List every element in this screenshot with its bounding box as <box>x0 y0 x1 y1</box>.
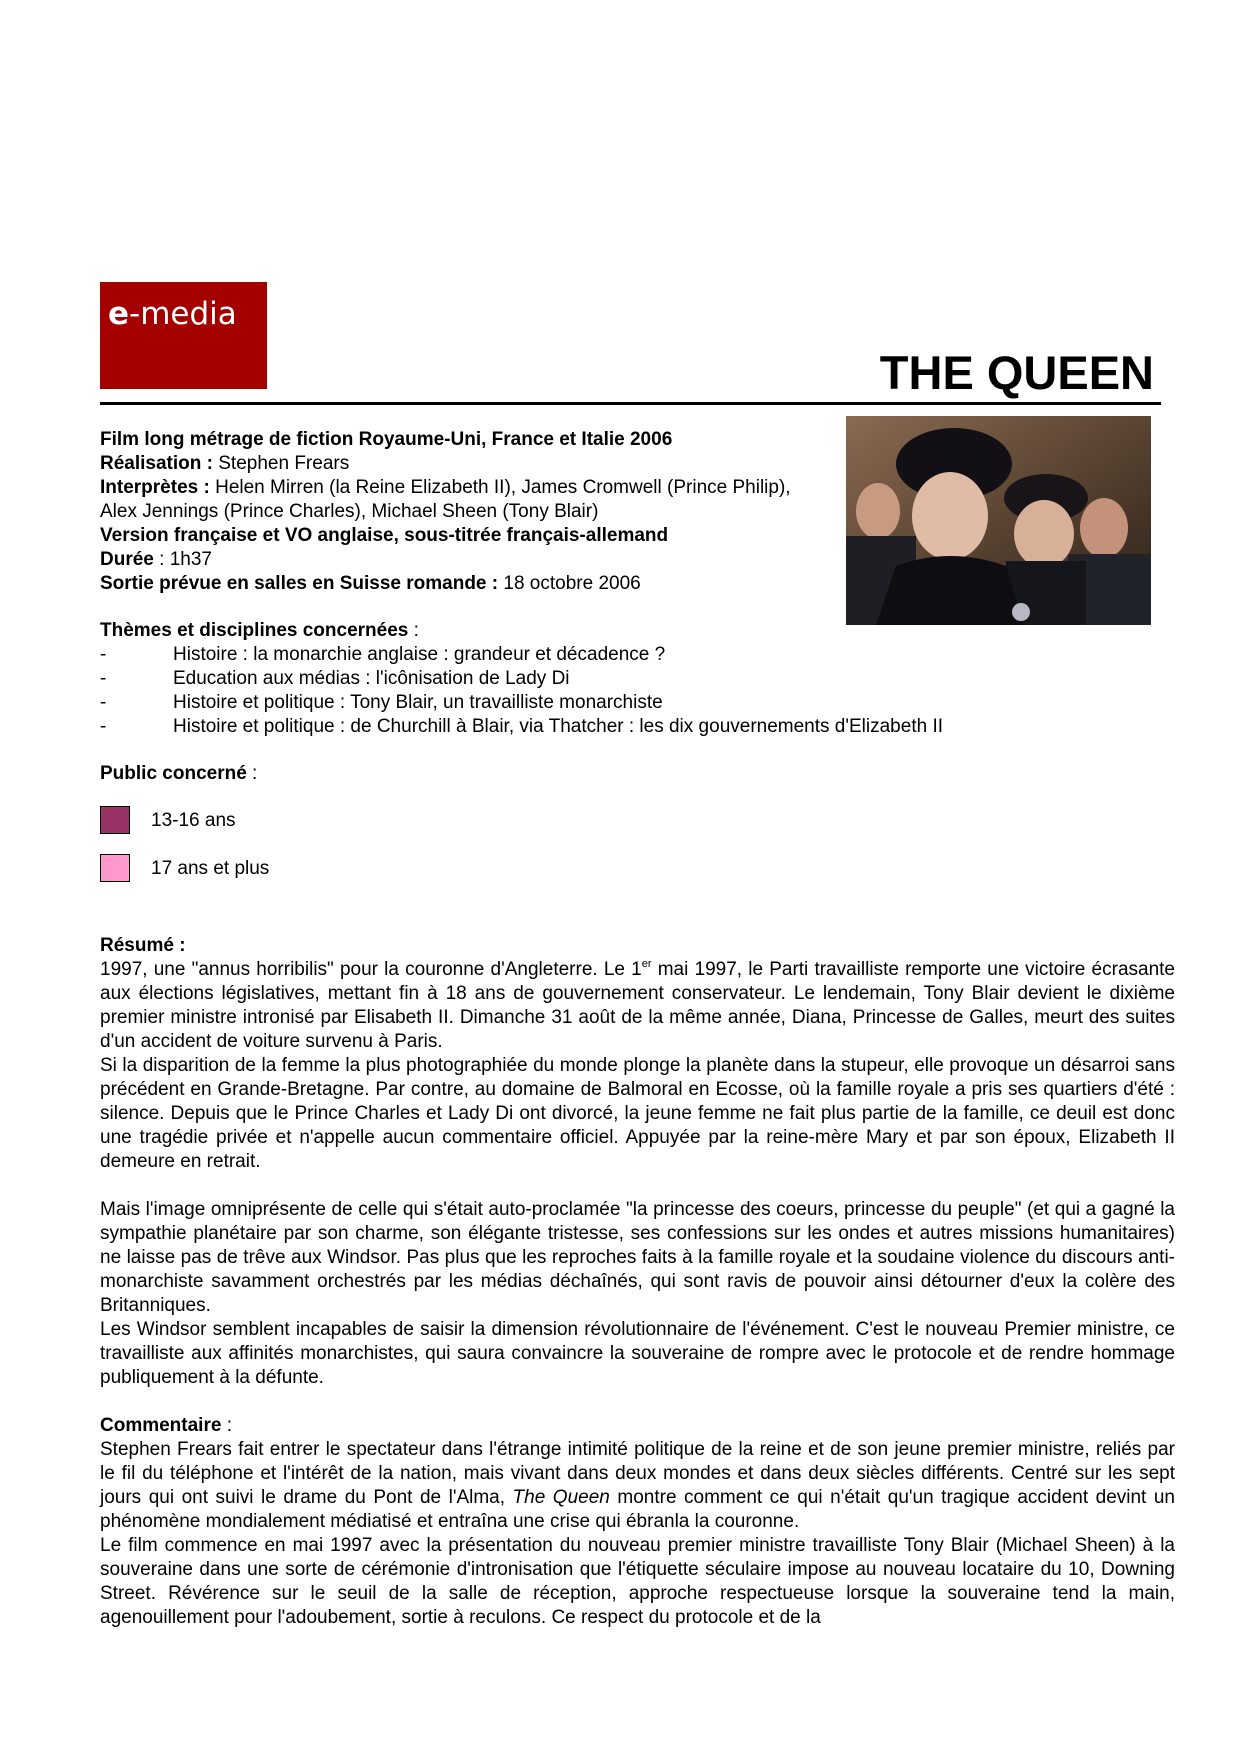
public-heading <box>100 762 257 786</box>
realisation-line <box>100 452 820 476</box>
resume-paragraph <box>100 958 1175 1054</box>
film-still-image <box>846 416 1151 625</box>
realisation-label: Réalisation : <box>100 453 213 474</box>
logo-suffix: -media <box>129 296 237 332</box>
resume-text: 1997, une "annus horribilis" pour la couronne d'Angleterre. Le 1 <box>100 959 642 980</box>
duree-line <box>100 548 820 572</box>
commentaire-heading-label: Commentaire <box>100 1415 222 1436</box>
public-heading-label: Public concerné <box>100 763 247 784</box>
theme-text: Education aux médias : l'icônisation de Lady Di <box>173 668 570 689</box>
commentaire-text: montre comment ce qui n'était qu'un tragique accident devint un phénomène mondialement médiatisé et entraîna une crise qui ébranla la couronne. <box>100 1487 1175 1532</box>
bullet-dash: - <box>100 692 107 713</box>
list-item <box>100 667 1160 691</box>
audience-label: 17 ans et plus <box>151 858 270 879</box>
theme-text: Histoire : la monarchie anglaise : grandeur et décadence ? <box>173 644 666 665</box>
commentaire-heading-suffix: : <box>221 1415 232 1436</box>
resume-paragraph: Mais l'image omniprésente de celle qui s'était auto-proclamée "la princesse des coeurs, princesse du peuple" (et qui a gagné la sympathie planétaire par son charme, son élégante tristesse, ses confessions sur les ondes et autres missions humanitaires) ne laisse pas de trêve aux Windsor. Pas plus que les reproches faits à la famille royale et la soudaine violence du discours anti-monarchiste savamment orchestrés par les médias déchaînés, qui sont ravis de pouvoir ainsi détourner d'eux la colère des Britanniques. <box>100 1199 1175 1316</box>
resume-paragraph: Les Windsor semblent incapables de saisir la dimension révolutionnaire de l'événement. C'est le nouveau Premier ministre, ce travailliste aux affinités monarchistes, qui saura convaincre la souveraine de rompre avec le protocole et de rendre hommage publiquement à la défunte. <box>100 1319 1175 1388</box>
title-rule <box>100 402 1161 405</box>
interpretes-label: Interprètes : <box>100 477 210 498</box>
list-item <box>100 691 1160 715</box>
theme-text: Histoire et politique : de Churchill à Blair, via Thatcher : les dix gouvernements d'Elizabeth II <box>173 716 944 737</box>
bullet-dash: - <box>100 716 107 737</box>
sortie-label: Sortie prévue en salles en Suisse romande : <box>100 573 499 594</box>
commentaire-paragraph: Le film commence en mai 1997 avec la présentation du nouveau premier ministre travailliste Tony Blair (Michael Sheen) à la souveraine dans une sorte de cérémonie d'intronisation que l'étiquette séculaire impose au nouveau locataire du 10, Downing Street. Révérence sur le seuil de la salle de réception, approche respectueuse lorsque la souveraine tend la main, agenouillement pour l'adoubement, sortie à reculons. Ce respect du protocole et de la <box>100 1535 1175 1628</box>
resume-heading: Résumé : <box>100 935 186 956</box>
e-media-logo <box>100 282 267 389</box>
ordinal-sup: er <box>641 958 652 970</box>
film-info <box>100 428 820 596</box>
bullet-dash: - <box>100 644 107 665</box>
resume-text: mai 1997, le Parti travailliste remporte une victoire écrasante aux élections législatives, mettant fin à 18 ans de gouvernement conservateur. Le lendemain, Tony Blair devient le dixième premier ministre intronisé par Elisabeth II. Dimanche 31 août de la même année, Diana, Princesse de Galles, meurt des suites d'un accident de voiture survenu à Paris. <box>100 959 1175 1052</box>
bullet-dash: - <box>100 668 107 689</box>
sortie-value: 18 octobre 2006 <box>498 573 641 594</box>
audience-color-swatch <box>100 854 130 882</box>
resume-section <box>100 934 1175 1630</box>
duree-label: Durée <box>100 549 154 570</box>
commentaire-paragraph <box>100 1438 1175 1534</box>
audience-color-swatch <box>100 806 130 834</box>
version-line: Version française et VO anglaise, sous-titrée français-allemand <box>100 525 669 546</box>
commentaire-heading <box>100 1414 1175 1438</box>
logo-prefix: e <box>108 296 130 332</box>
duree-value: : 1h37 <box>153 549 212 570</box>
document-title: THE QUEEN <box>879 346 1154 399</box>
logo-text <box>108 296 237 332</box>
audience-label: 13-16 ans <box>151 810 236 831</box>
sortie-line <box>100 572 820 596</box>
theme-text: Histoire et politique : Tony Blair, un travailliste monarchiste <box>173 692 663 713</box>
realisation-value: Stephen Frears <box>212 453 350 474</box>
themes-list <box>100 643 1160 739</box>
film-type-line: Film long métrage de fiction Royaume-Uni, France et Italie 2006 <box>100 429 673 450</box>
themes-heading-suffix: : <box>408 620 419 641</box>
interpretes-line <box>100 476 820 524</box>
public-heading-suffix: : <box>246 763 258 784</box>
interpretes-value: Helen Mirren (la Reine Elizabeth II), James Cromwell (Prince Philip), Alex Jennings (Prince Charles), Michael Sheen (Tony Blair) <box>100 477 791 522</box>
list-item <box>100 643 1160 667</box>
themes-heading <box>100 619 419 643</box>
list-item <box>100 715 1160 739</box>
film-title-italic: The Queen <box>512 1487 610 1508</box>
themes-heading-label: Thèmes et disciplines concernées <box>100 620 409 641</box>
resume-paragraph: Si la disparition de la femme la plus photographiée du monde plonge la planète dans la stupeur, elle provoque un désarroi sans précédent en Grande-Bretagne. Par contre, au domaine de Balmoral en Ecosse, où la famille royale a pris ses quartiers d'été : silence. Depuis que le Prince Charles et Lady Di ont divorcé, la jeune femme ne fait plus partie de la famille, ce deuil est donc une tragédie privée et n'appelle aucun commentaire officiel. Appuyée par la reine-mère Mary et par son époux, Elizabeth II demeure en retrait. <box>100 1055 1175 1172</box>
commentaire-text: Stephen Frears fait entrer le spectateur dans l'étrange intimité politique de la reine et de son jeune premier ministre, reliés par le fil du téléphone et l'intérêt de la nation, mais vivant dans deux mondes et dans deux siècles différents. Centré sur les sept jours qui ont suivi le drame du Pont de l'Alma, <box>100 1439 1175 1508</box>
